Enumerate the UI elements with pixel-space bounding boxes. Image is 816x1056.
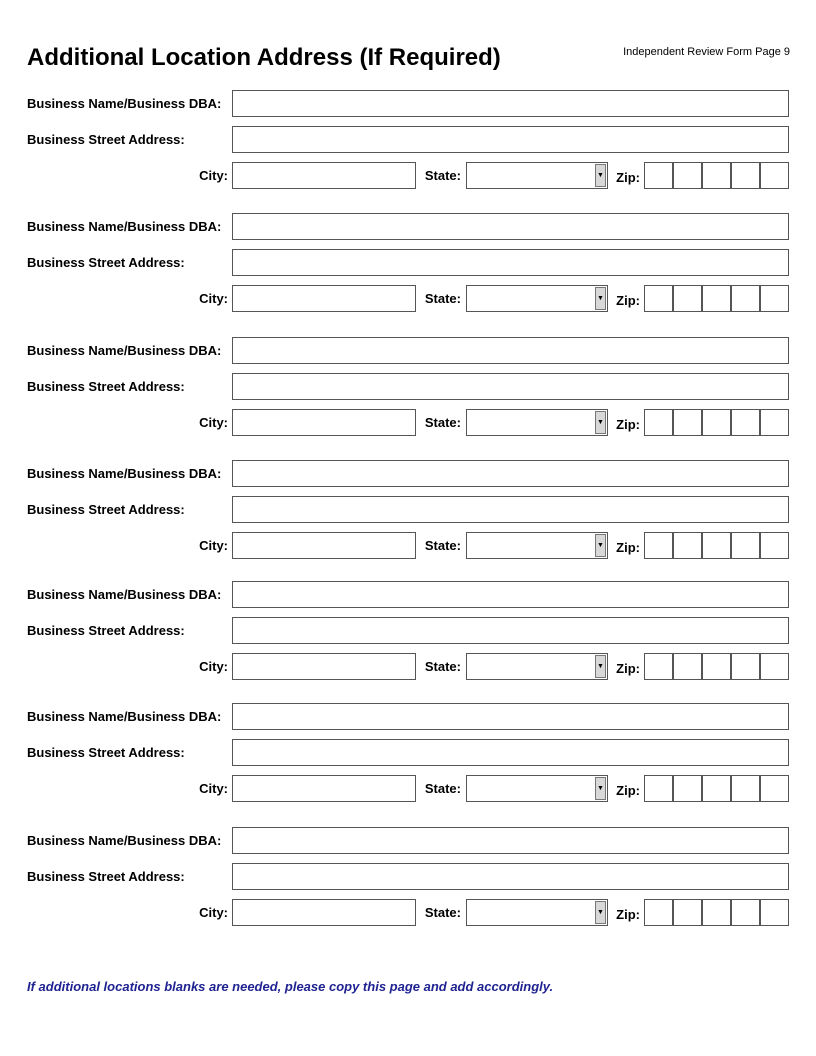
zip-digit-box[interactable] (644, 285, 673, 312)
business-name-label: Business Name/Business DBA: (27, 587, 222, 602)
state-label: State: (424, 168, 461, 183)
chevron-down-icon[interactable]: ▼ (595, 777, 606, 800)
business-name-field[interactable] (232, 581, 789, 608)
city-label: City: (199, 168, 228, 183)
city-field[interactable] (232, 653, 416, 680)
zip-digit-box[interactable] (760, 409, 789, 436)
city-label: City: (199, 538, 228, 553)
street-address-field[interactable] (232, 617, 789, 644)
zip-digit-box[interactable] (760, 162, 789, 189)
city-field[interactable] (232, 409, 416, 436)
zip-digit-box[interactable] (702, 899, 731, 926)
business-name-label: Business Name/Business DBA: (27, 709, 222, 724)
zip-digit-box[interactable] (702, 285, 731, 312)
city-label: City: (199, 291, 228, 306)
zip-digit-box[interactable] (760, 285, 789, 312)
street-address-field[interactable] (232, 863, 789, 890)
zip-digit-box[interactable] (673, 285, 702, 312)
state-select[interactable] (466, 162, 608, 189)
business-name-field[interactable] (232, 460, 789, 487)
business-name-label: Business Name/Business DBA: (27, 219, 222, 234)
state-select[interactable] (466, 532, 608, 559)
zip-digit-box[interactable] (731, 532, 760, 559)
city-field[interactable] (232, 162, 416, 189)
business-name-field[interactable] (232, 827, 789, 854)
street-address-label: Business Street Address: (27, 745, 185, 760)
business-name-field[interactable] (232, 213, 789, 240)
city-field[interactable] (232, 285, 416, 312)
street-address-label: Business Street Address: (27, 379, 185, 394)
zip-digit-box[interactable] (644, 532, 673, 559)
zip-digit-box[interactable] (673, 409, 702, 436)
street-address-field[interactable] (232, 496, 789, 523)
state-label: State: (424, 781, 461, 796)
zip-digit-box[interactable] (702, 532, 731, 559)
state-label: State: (424, 291, 461, 306)
business-name-label: Business Name/Business DBA: (27, 466, 222, 481)
zip-label: Zip: (616, 417, 640, 432)
business-name-label: Business Name/Business DBA: (27, 833, 222, 848)
zip-digit-box[interactable] (644, 653, 673, 680)
zip-digit-box[interactable] (702, 162, 731, 189)
chevron-down-icon[interactable]: ▼ (595, 901, 606, 924)
zip-digit-box[interactable] (760, 532, 789, 559)
street-address-field[interactable] (232, 739, 789, 766)
page-title: Additional Location Address (If Required) (27, 44, 501, 71)
chevron-down-icon[interactable]: ▼ (595, 287, 606, 310)
zip-digit-box[interactable] (673, 653, 702, 680)
zip-digit-box[interactable] (702, 775, 731, 802)
state-label: State: (424, 538, 461, 553)
city-field[interactable] (232, 899, 416, 926)
zip-label: Zip: (616, 783, 640, 798)
street-address-field[interactable] (232, 249, 789, 276)
zip-digit-box[interactable] (702, 653, 731, 680)
state-label: State: (424, 905, 461, 920)
state-select[interactable] (466, 409, 608, 436)
chevron-down-icon[interactable]: ▼ (595, 411, 606, 434)
state-select[interactable] (466, 899, 608, 926)
street-address-label: Business Street Address: (27, 132, 185, 147)
footer-note: If additional locations blanks are needed, please copy this page and add accordingly. (27, 979, 554, 994)
city-label: City: (199, 659, 228, 674)
city-field[interactable] (232, 775, 416, 802)
zip-digit-box[interactable] (644, 409, 673, 436)
state-select[interactable] (466, 775, 608, 802)
zip-digit-box[interactable] (731, 409, 760, 436)
zip-digit-box[interactable] (673, 162, 702, 189)
zip-digit-box[interactable] (731, 162, 760, 189)
zip-label: Zip: (616, 661, 640, 676)
zip-label: Zip: (616, 293, 640, 308)
zip-digit-box[interactable] (702, 409, 731, 436)
zip-label: Zip: (616, 907, 640, 922)
zip-digit-box[interactable] (731, 899, 760, 926)
street-address-label: Business Street Address: (27, 255, 185, 270)
zip-digit-box[interactable] (760, 899, 789, 926)
business-name-field[interactable] (232, 90, 789, 117)
zip-digit-box[interactable] (644, 775, 673, 802)
zip-digit-box[interactable] (760, 653, 789, 680)
state-select[interactable] (466, 653, 608, 680)
street-address-label: Business Street Address: (27, 623, 185, 638)
city-label: City: (199, 415, 228, 430)
street-address-field[interactable] (232, 373, 789, 400)
zip-digit-box[interactable] (673, 532, 702, 559)
business-name-field[interactable] (232, 703, 789, 730)
zip-digit-box[interactable] (673, 775, 702, 802)
street-address-label: Business Street Address: (27, 502, 185, 517)
zip-digit-box[interactable] (760, 775, 789, 802)
street-address-field[interactable] (232, 126, 789, 153)
zip-label: Zip: (616, 170, 640, 185)
zip-digit-box[interactable] (731, 653, 760, 680)
zip-digit-box[interactable] (673, 899, 702, 926)
chevron-down-icon[interactable]: ▼ (595, 534, 606, 557)
state-label: State: (424, 659, 461, 674)
business-name-label: Business Name/Business DBA: (27, 343, 222, 358)
street-address-label: Business Street Address: (27, 869, 185, 884)
business-name-field[interactable] (232, 337, 789, 364)
city-label: City: (199, 905, 228, 920)
page-number: Independent Review Form Page 9 (623, 46, 790, 58)
state-select[interactable] (466, 285, 608, 312)
zip-digit-box[interactable] (644, 899, 673, 926)
zip-digit-box[interactable] (731, 285, 760, 312)
chevron-down-icon[interactable]: ▼ (595, 655, 606, 678)
city-label: City: (199, 781, 228, 796)
zip-label: Zip: (616, 540, 640, 555)
chevron-down-icon[interactable]: ▼ (595, 164, 606, 187)
zip-digit-box[interactable] (731, 775, 760, 802)
state-label: State: (424, 415, 461, 430)
zip-digit-box[interactable] (644, 162, 673, 189)
business-name-label: Business Name/Business DBA: (27, 96, 222, 111)
city-field[interactable] (232, 532, 416, 559)
